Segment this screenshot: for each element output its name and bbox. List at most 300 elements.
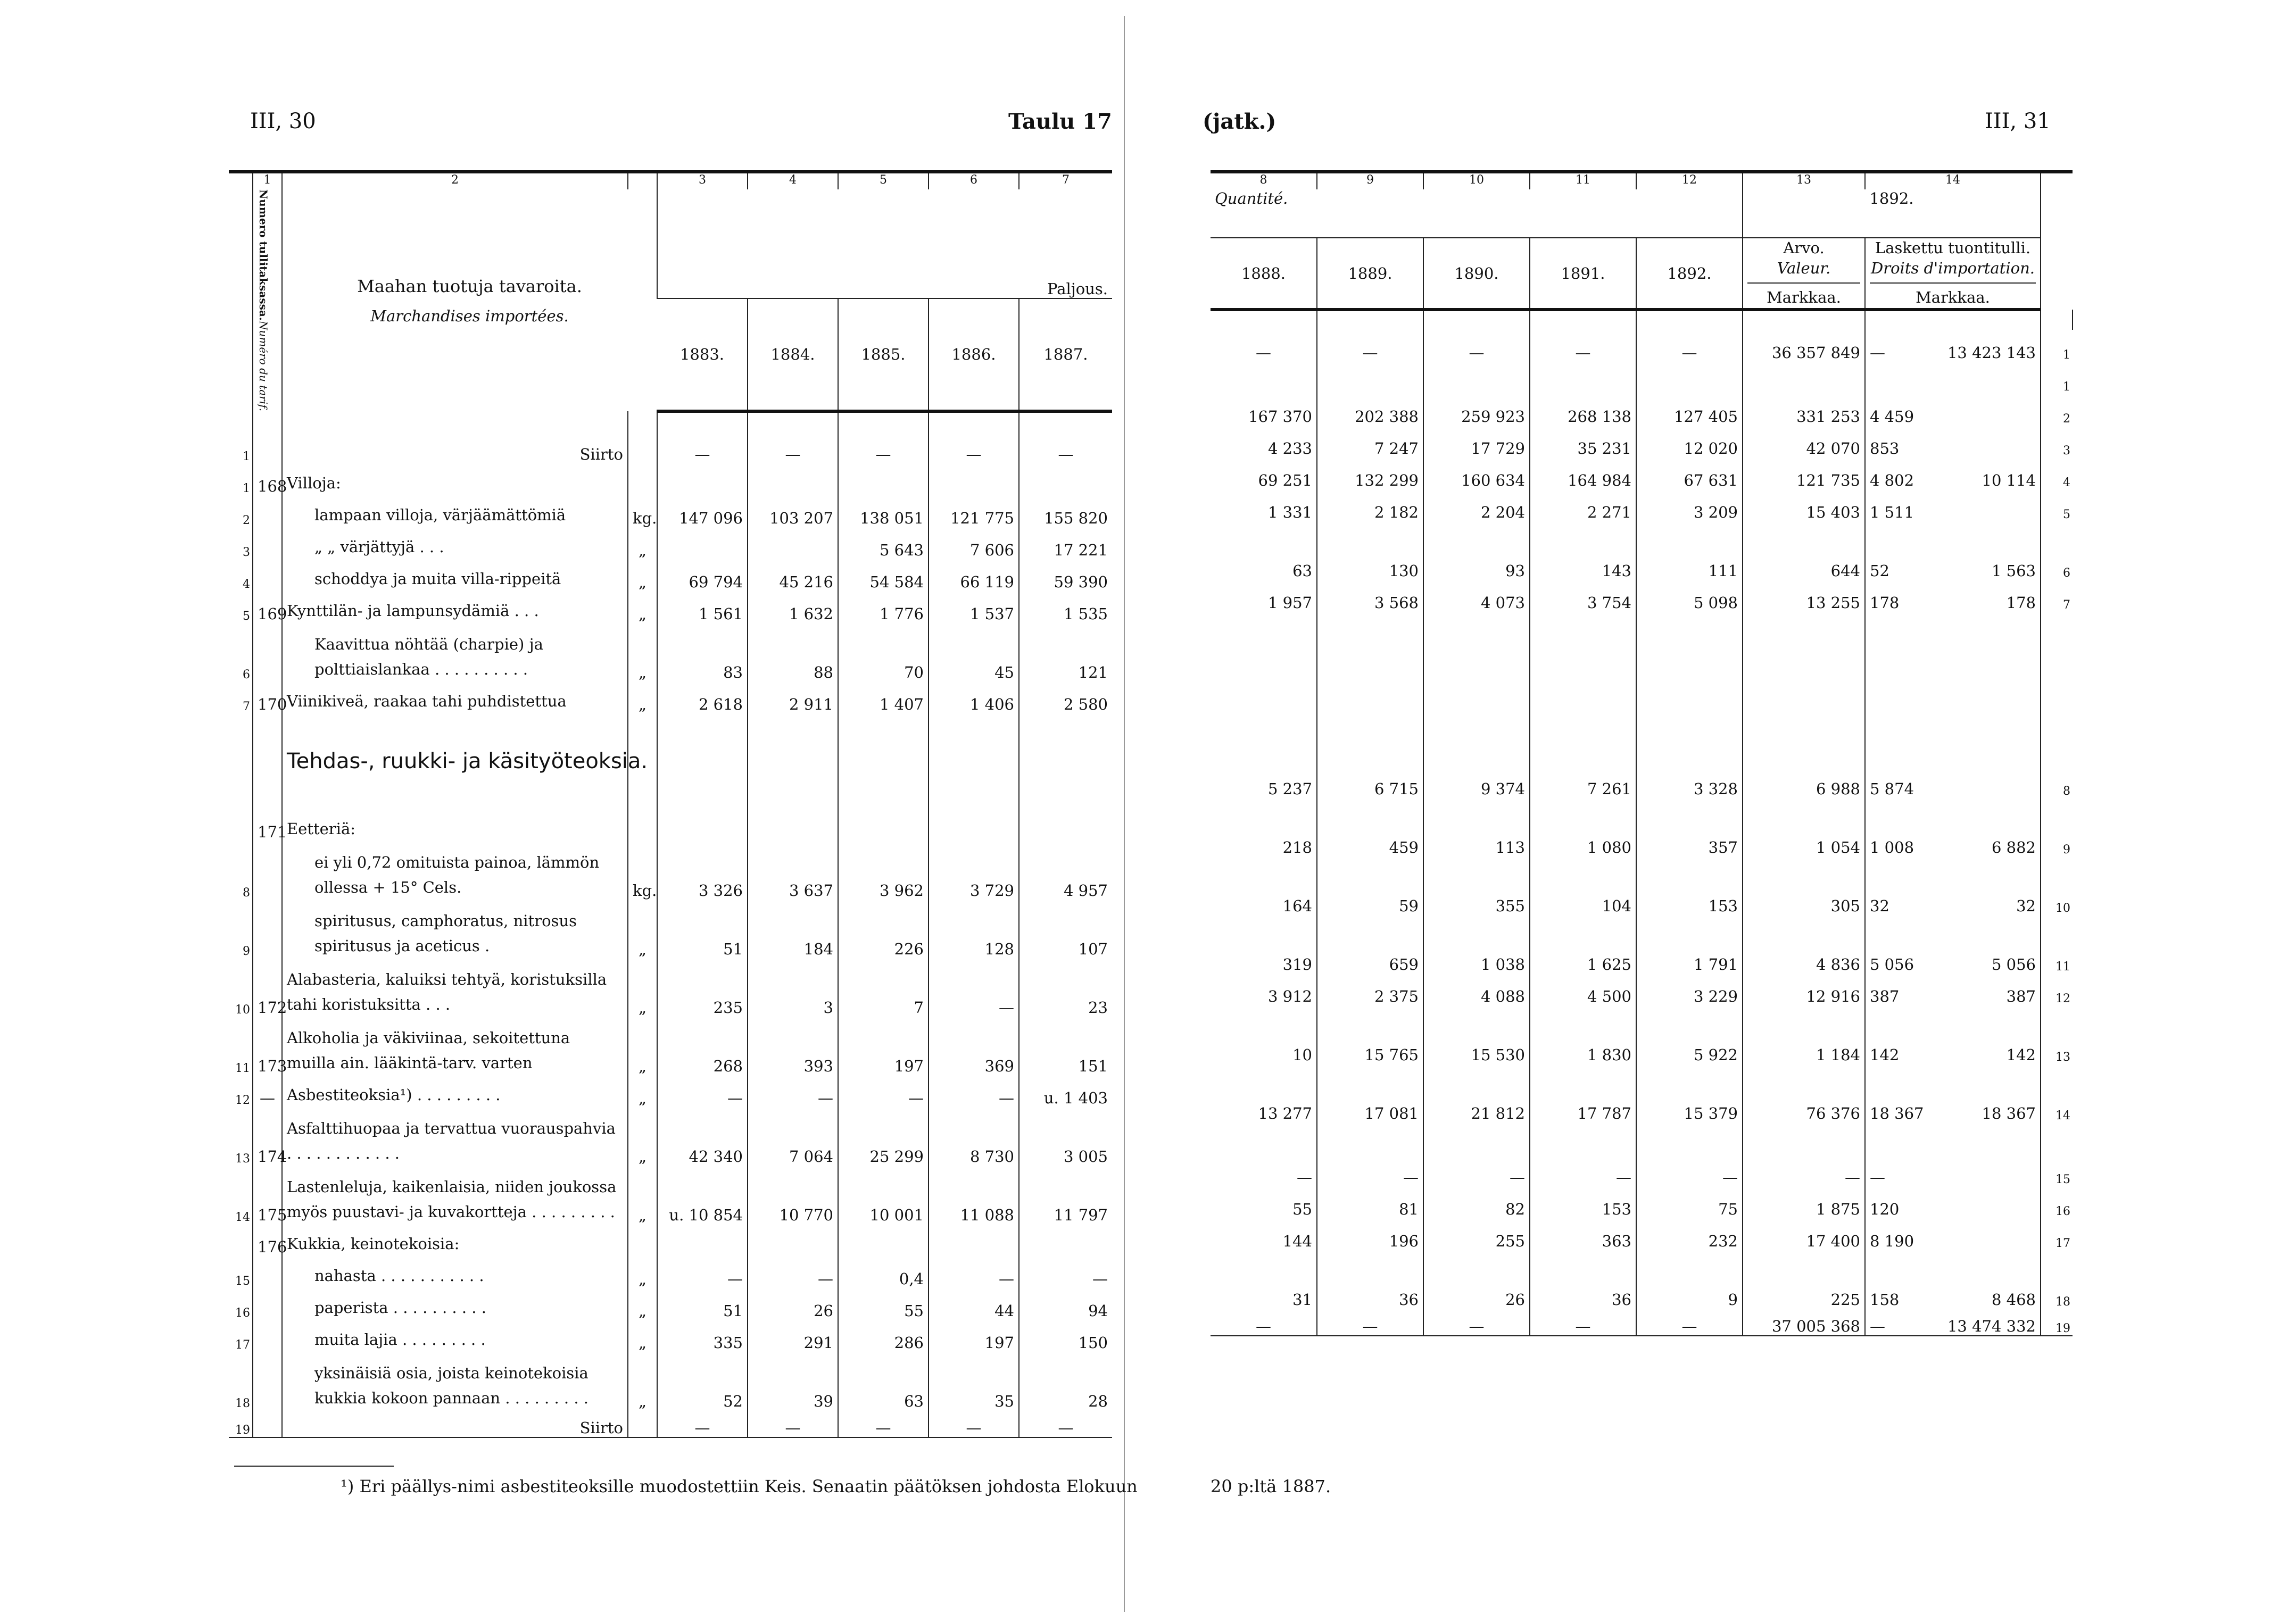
cell: — xyxy=(1870,344,1885,362)
col-number: 14 xyxy=(1865,172,2041,189)
col-number: 9 xyxy=(1317,172,1423,189)
cell: — xyxy=(929,1410,1019,1437)
cell: 70 xyxy=(838,623,929,681)
cell: 63 xyxy=(838,1352,929,1410)
cell: „ xyxy=(628,958,657,1017)
row-description: Alabasteria, kaluiksi tehtyä, koristuksilla tahi koristuksitta . . . xyxy=(282,958,628,1017)
cell: 63 xyxy=(1292,562,1312,580)
cell: — xyxy=(1870,1317,1885,1336)
left-table xyxy=(229,170,1112,1438)
cell: — xyxy=(253,1075,282,1107)
col-number: 7 xyxy=(1019,172,1112,189)
cell: 21 812 xyxy=(1423,1064,1530,1122)
cell: 13 277 xyxy=(1258,1104,1312,1123)
cell: 10 xyxy=(235,1003,250,1017)
row-description: lampaan villoja, värjäämättömiä xyxy=(282,495,628,527)
cell: 26 xyxy=(1423,1250,1530,1309)
cell: 15 530 xyxy=(1423,1005,1530,1064)
cell: — xyxy=(1636,1309,1743,1336)
cell: 120 xyxy=(1870,1200,1900,1219)
cell: 3 637 xyxy=(748,841,838,900)
cell: 2 618 xyxy=(657,681,748,713)
table-row xyxy=(229,591,1112,623)
cell: 16 xyxy=(235,1307,250,1320)
cell: 59 390 xyxy=(1019,559,1112,591)
cell: 37 005 368 xyxy=(1743,1309,1865,1336)
unit-header: Markkaa. xyxy=(1870,282,2036,308)
cell: 17 xyxy=(235,1338,250,1352)
cell: „ xyxy=(628,1320,657,1352)
siirto-bottom-row xyxy=(1211,1309,2073,1336)
cell xyxy=(748,809,838,841)
cell: 6 xyxy=(2041,521,2073,580)
cell: 143 xyxy=(1530,521,1636,580)
cell: — xyxy=(1256,344,1271,362)
tariff-number-header-fr: Numéro du tarif. xyxy=(257,320,270,411)
cell: 10 xyxy=(1292,1046,1312,1064)
cell: 319 xyxy=(1282,955,1312,974)
cell: — xyxy=(1317,1154,1423,1186)
cell: 0,4 xyxy=(838,1256,929,1288)
table-row xyxy=(229,1107,1112,1166)
cell: 355 xyxy=(1423,856,1530,915)
cell: 130 xyxy=(1317,521,1423,580)
cell: 3 962 xyxy=(838,841,929,900)
cell: 1 331 xyxy=(1267,503,1312,522)
cell: 11 088 xyxy=(929,1166,1019,1224)
cell: — xyxy=(1530,1154,1636,1186)
row-description: ei yli 0,72 omituista painoa, lämmön ollessa + 15° Cels. xyxy=(282,841,628,900)
cell: — xyxy=(1636,330,1743,362)
cell: 25 299 xyxy=(838,1107,929,1166)
cell: 9 xyxy=(2041,798,2073,856)
cell: 6 xyxy=(243,668,250,681)
cell: 15 765 xyxy=(1317,1005,1423,1064)
cell: u. 1 403 xyxy=(1019,1075,1112,1107)
cell: 268 xyxy=(657,1017,748,1075)
cell xyxy=(838,1224,929,1256)
footnote-right: 20 p:ltä 1887. xyxy=(1211,1476,1331,1496)
cell: 82 xyxy=(1423,1186,1530,1218)
cell xyxy=(1636,362,1743,394)
right-page-number: III, 31 xyxy=(1985,109,2051,134)
cell: 5 643 xyxy=(838,527,929,559)
cell: 12 916 xyxy=(1743,974,1865,1005)
cell: 286 xyxy=(838,1320,929,1352)
cell: 17 729 xyxy=(1423,426,1530,458)
cell: 36 357 849 xyxy=(1743,330,1865,362)
cell: 5 237 xyxy=(1267,780,1312,798)
table-row xyxy=(229,1320,1112,1352)
unit-header: Markkaa. xyxy=(1747,282,1860,308)
cell: „ xyxy=(628,1256,657,1288)
cell: 459 xyxy=(1317,798,1423,856)
cell: 2 271 xyxy=(1530,489,1636,521)
cell xyxy=(628,1224,657,1256)
col-number: 13 xyxy=(1743,172,1865,189)
footnote-left: ¹) Eri päällys-nimi asbestiteoksille muodostettiin Keis. Senaatin päätöksen johdosta Elokuun xyxy=(341,1476,1138,1496)
column-number-row xyxy=(1211,172,2073,189)
cell: 171 xyxy=(253,809,282,841)
cell: 81 xyxy=(1317,1186,1423,1218)
cell: „ xyxy=(628,1166,657,1224)
cell: „ xyxy=(628,1352,657,1410)
cell: 3 729 xyxy=(929,841,1019,900)
cell: 169 xyxy=(253,591,282,623)
cell: 12 xyxy=(2041,974,2073,1005)
cell: 9 xyxy=(1636,1250,1743,1309)
cell xyxy=(253,623,282,681)
cell: 2 xyxy=(2041,394,2073,426)
cell: 3 328 xyxy=(1636,739,1743,798)
cell: 83 xyxy=(657,623,748,681)
cell: 2 204 xyxy=(1423,489,1530,521)
cell: 142 xyxy=(2006,1046,2036,1064)
cell: 4 xyxy=(2041,458,2073,489)
cell: 15 403 xyxy=(1743,489,1865,521)
cell: 17 081 xyxy=(1317,1064,1423,1122)
cell: 1 776 xyxy=(838,591,929,623)
col-number: 11 xyxy=(1530,172,1636,189)
cell: — xyxy=(1211,1309,1317,1336)
table-row xyxy=(1211,798,2073,856)
cell: — xyxy=(657,1075,748,1107)
cell: 235 xyxy=(657,958,748,1017)
siirto-bottom-row xyxy=(229,1410,1112,1437)
cell: 10 770 xyxy=(748,1166,838,1224)
table-row xyxy=(229,463,1112,495)
cell: 176 xyxy=(253,1224,282,1256)
cell xyxy=(657,1224,748,1256)
cell: 1 563 xyxy=(1991,562,2036,580)
table-row xyxy=(229,559,1112,591)
cell: 7 xyxy=(838,958,929,1017)
cell: 35 231 xyxy=(1530,426,1636,458)
table-row xyxy=(1211,1064,2073,1122)
cell: — xyxy=(748,1256,838,1288)
table-row xyxy=(1211,489,2073,521)
cell: 15 xyxy=(235,1275,250,1288)
cell: „ xyxy=(628,1075,657,1107)
cell: 107 xyxy=(1019,900,1112,958)
year-header: 1891. xyxy=(1530,238,1636,310)
cell: 51 xyxy=(657,1288,748,1320)
year-header: 1884. xyxy=(748,298,838,411)
cell: 363 xyxy=(1530,1218,1636,1250)
table-row xyxy=(1211,394,2073,426)
cell: 51 xyxy=(657,900,748,958)
right-table xyxy=(1211,170,2073,1336)
cell: 2 375 xyxy=(1317,974,1423,1005)
cell xyxy=(657,809,748,841)
cell xyxy=(253,1352,282,1410)
row-description: Kynttilän- ja lampunsydämiä . . . xyxy=(282,591,628,623)
cell: 335 xyxy=(657,1320,748,1352)
siirto-row: — — — — — 36 357 849 — 13 423 143 1 xyxy=(1211,330,2073,362)
year-header: 1889. xyxy=(1317,238,1423,310)
table-row xyxy=(1211,1154,2073,1186)
cell: 1 957 xyxy=(1267,594,1312,612)
row-description: „ „ värjättyjä . . . xyxy=(282,527,628,559)
cell xyxy=(1743,708,1865,739)
cell: 6 882 xyxy=(1991,838,2036,857)
cell: 173 xyxy=(253,1017,282,1075)
cell: 67 631 xyxy=(1636,458,1743,489)
cell: 178 xyxy=(1870,594,1900,612)
cell xyxy=(1019,463,1112,495)
cell xyxy=(1317,1122,1423,1154)
cell xyxy=(929,809,1019,841)
cell: 9 374 xyxy=(1423,739,1530,798)
cell: 3 005 xyxy=(1019,1107,1112,1166)
cell: 45 xyxy=(929,623,1019,681)
cell: 172 xyxy=(253,958,282,1017)
cell: 3 209 xyxy=(1636,489,1743,521)
cell: 202 388 xyxy=(1317,394,1423,426)
goods-header: Maahan tuotuja tavaroita. xyxy=(357,276,582,296)
table-row xyxy=(1211,362,2073,394)
cell: 7 247 xyxy=(1317,426,1423,458)
cell: 5 xyxy=(2041,489,2073,521)
cell: — xyxy=(838,1410,929,1437)
cell: 5 xyxy=(243,610,250,623)
row-description: Asbestiteoksia¹) . . . . . . . . . xyxy=(282,1075,628,1107)
row-description: Kaavittua nöhtää (charpie) ja polttiaislankaa . . . . . . . . . . xyxy=(282,623,628,681)
col-number: 8 xyxy=(1211,172,1317,189)
col-number: 3 xyxy=(657,172,748,189)
cell xyxy=(253,1320,282,1352)
table-row xyxy=(229,1288,1112,1320)
cell: 17 221 xyxy=(1019,527,1112,559)
col-number: 1 xyxy=(253,172,282,189)
cell: 7 606 xyxy=(929,527,1019,559)
row-description: Eetteriä: xyxy=(282,809,628,841)
cell: 160 634 xyxy=(1423,458,1530,489)
cell: 104 xyxy=(1530,856,1636,915)
cell: 1 561 xyxy=(657,591,748,623)
cell: — xyxy=(838,431,929,463)
row-description: nahasta . . . . . . . . . . . xyxy=(282,1256,628,1288)
cell: kg. xyxy=(628,495,657,527)
cell: — xyxy=(748,1075,838,1107)
table-row xyxy=(1211,1186,2073,1218)
cell: 1 875 xyxy=(1743,1186,1865,1218)
table-row xyxy=(1211,739,2073,798)
cell: 357 xyxy=(1636,798,1743,856)
col-number: 4 xyxy=(748,172,838,189)
cell: — xyxy=(1636,1154,1743,1186)
cell xyxy=(628,809,657,841)
cell xyxy=(1211,708,1317,739)
cell: 1 830 xyxy=(1530,1005,1636,1064)
cell: 5 098 xyxy=(1636,580,1743,612)
table-row xyxy=(229,1166,1112,1224)
cell: 121 775 xyxy=(929,495,1019,527)
row-description: Villoja: xyxy=(282,463,628,495)
cell: „ xyxy=(628,681,657,713)
cell: 4 500 xyxy=(1530,974,1636,1005)
cell: 121 xyxy=(1019,623,1112,681)
cell: — xyxy=(929,958,1019,1017)
table-row xyxy=(1211,708,2073,739)
cell xyxy=(1743,1122,1865,1154)
cell: — xyxy=(1530,1309,1636,1336)
cell: — xyxy=(929,431,1019,463)
cell: 226 xyxy=(838,900,929,958)
cell: 151 xyxy=(1019,1017,1112,1075)
cell xyxy=(748,527,838,559)
cell: 8 190 xyxy=(1870,1232,1914,1251)
cell: 1 535 xyxy=(1019,591,1112,623)
cell xyxy=(2041,708,2073,739)
cell: 103 207 xyxy=(748,495,838,527)
cell xyxy=(229,809,253,841)
cell: 23 xyxy=(1019,958,1112,1017)
cell: — xyxy=(838,1075,929,1107)
cell xyxy=(929,1224,1019,1256)
row-description: yksinäisiä osia, joista keinotekoisia kukkia kokoon pannaan . . . . . . . . . xyxy=(282,1352,628,1410)
cell xyxy=(1019,809,1112,841)
table-row xyxy=(1211,580,2073,612)
cell xyxy=(1636,1122,1743,1154)
cell: 5 056 xyxy=(1870,955,1914,974)
cell: 164 984 xyxy=(1530,458,1636,489)
cell: — xyxy=(1423,330,1530,362)
cell: 168 xyxy=(253,463,282,495)
table-row xyxy=(1211,856,2073,915)
cell: — xyxy=(1317,1309,1423,1336)
cell: 42 340 xyxy=(657,1107,748,1166)
row-description: Lastenleluja, kaikenlaisia, niiden joukossa myös puustavi- ja kuvakortteja . . . . . . . . . xyxy=(282,1166,628,1224)
cell: 17 400 xyxy=(1743,1218,1865,1250)
row-description: Viinikiveä, raakaa tahi puhdistettua xyxy=(282,681,628,713)
cell: 39 xyxy=(748,1352,838,1410)
cell: — xyxy=(1019,1410,1112,1437)
cell: 1 008 xyxy=(1870,838,1914,857)
cell: „ xyxy=(628,1107,657,1166)
cell: — xyxy=(657,431,748,463)
table-row xyxy=(229,900,1112,958)
cell: 32 xyxy=(1870,897,1889,916)
cell: 69 251 xyxy=(1258,471,1312,490)
cell: — xyxy=(1019,431,1112,463)
cell: 3 xyxy=(2041,426,2073,458)
cell: 184 xyxy=(748,900,838,958)
cell: 14 xyxy=(2041,1064,2073,1122)
cell: 3 754 xyxy=(1530,580,1636,612)
cell: 232 xyxy=(1636,1218,1743,1250)
year-header: 1887. xyxy=(1019,298,1112,411)
line-number: 19 xyxy=(2041,1309,2073,1336)
cell: 7 xyxy=(2041,580,2073,612)
left-page-number: III, 30 xyxy=(250,109,316,134)
cell: 144 xyxy=(1282,1232,1312,1251)
year-header: 1892. xyxy=(1636,238,1743,310)
cell: 197 xyxy=(929,1320,1019,1352)
cell: 142 xyxy=(1870,1046,1900,1064)
cell xyxy=(1423,362,1530,394)
cell xyxy=(1636,708,1743,739)
cell: — xyxy=(748,431,838,463)
year-header: 1886. xyxy=(929,298,1019,411)
cell: 69 794 xyxy=(657,559,748,591)
cell xyxy=(1743,362,1865,394)
cell: 8 xyxy=(243,886,250,900)
siirto-label: Siirto xyxy=(282,431,628,463)
cell: 111 xyxy=(1636,521,1743,580)
cell: 13 423 143 xyxy=(1947,344,2036,362)
cell: 6 715 xyxy=(1317,739,1423,798)
cell: 178 xyxy=(2006,594,2036,612)
cell: 11 797 xyxy=(1019,1166,1112,1224)
value-header-fr: Valeur. xyxy=(1777,259,1831,277)
cell: „ xyxy=(628,900,657,958)
table-row xyxy=(229,809,1112,841)
year-header: 1890. xyxy=(1423,238,1530,310)
cell: 18 xyxy=(235,1397,250,1410)
left-table-title: Taulu 17 xyxy=(1008,109,1112,134)
cell: 175 xyxy=(253,1166,282,1224)
cell xyxy=(1423,1122,1530,1154)
table-row xyxy=(1211,458,2073,489)
siirto-label: Siirto xyxy=(282,1410,628,1437)
cell: 7 xyxy=(243,700,250,713)
cell: 11 xyxy=(2041,915,2073,974)
table-row xyxy=(1211,1250,2073,1309)
cell: 14 xyxy=(235,1211,250,1224)
cell: 6 988 xyxy=(1743,739,1865,798)
siirto-row: 1 Siirto — — — — — xyxy=(229,431,1112,463)
duty-header-fr: Droits d'importation. xyxy=(1870,259,2035,277)
cell: 93 xyxy=(1423,521,1530,580)
cell: 387 xyxy=(1870,987,1900,1006)
table-row xyxy=(229,1075,1112,1107)
cell: 12 020 xyxy=(1636,426,1743,458)
cell: — xyxy=(748,1410,838,1437)
cell: 153 xyxy=(1530,1186,1636,1218)
cell: 8 xyxy=(2041,739,2073,798)
cell: 32 xyxy=(2016,897,2036,916)
cell: 127 405 xyxy=(1636,394,1743,426)
table-row xyxy=(1211,974,2073,1005)
cell: 3 229 xyxy=(1636,974,1743,1005)
cell: „ xyxy=(628,623,657,681)
cell: — xyxy=(1423,1309,1530,1336)
row-description: Alkoholia ja väkiviinaa, sekoitettuna muilla ain. lääkintä-tarv. varten xyxy=(282,1017,628,1075)
cell: 128 xyxy=(929,900,1019,958)
cell: 218 xyxy=(1282,838,1312,857)
cell: 4 xyxy=(243,578,250,591)
cell: 147 096 xyxy=(657,495,748,527)
cell: 197 xyxy=(838,1017,929,1075)
cell: 1 184 xyxy=(1743,1005,1865,1064)
cell: 3 912 xyxy=(1267,987,1312,1006)
cell xyxy=(229,1224,253,1256)
cell: 1 xyxy=(2041,362,2073,394)
cell: 167 370 xyxy=(1248,407,1312,426)
cell: 1 xyxy=(243,482,250,495)
cell: 2 580 xyxy=(1019,681,1112,713)
cell: 150 xyxy=(1019,1320,1112,1352)
year-header: 1883. xyxy=(657,298,748,411)
row-description: spiritusus, camphoratus, nitrosus spiritusus ja aceticus . xyxy=(282,900,628,958)
table-row xyxy=(229,958,1112,1017)
cell: 113 xyxy=(1423,798,1530,856)
cell: 2 xyxy=(243,514,250,527)
col-number: 10 xyxy=(1423,172,1530,189)
cell xyxy=(1530,708,1636,739)
goods-header-fr: Marchandises importées. xyxy=(370,306,569,325)
